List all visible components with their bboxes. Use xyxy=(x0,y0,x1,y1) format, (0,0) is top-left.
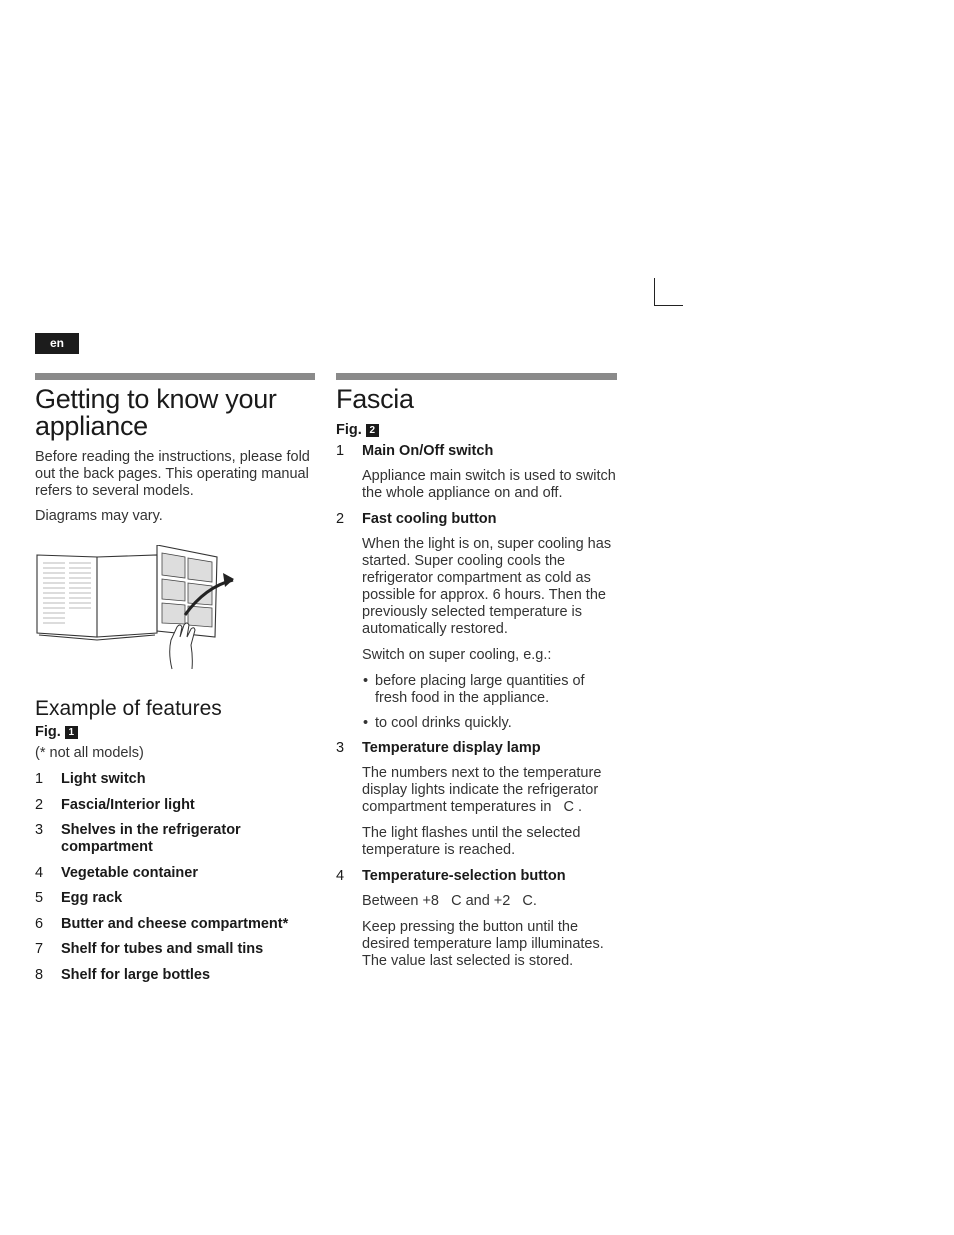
list-item: 4 Vegetable container xyxy=(35,864,198,881)
fascia-item-main-switch xyxy=(336,443,617,502)
intro-text: Before reading the instructions, please fold out the back pages. This operating manual refers to several models. xyxy=(35,449,310,499)
fascia-item-fast-cooling xyxy=(336,511,617,732)
section-rule xyxy=(35,373,315,380)
fascia-item-temperature-display xyxy=(336,740,617,859)
figure-number: 1 xyxy=(65,726,78,739)
item-heading: 2 Fast cooling button xyxy=(336,511,497,527)
list-item: 6 Butter and cheese compartment* xyxy=(35,915,289,932)
fold-out-pages-illustration xyxy=(35,545,235,670)
item-text: Appliance main switch is used to switch the whole appliance on and off. xyxy=(362,468,616,501)
item-heading: 1 Main On/Off switch xyxy=(336,443,494,459)
models-note: (* not all models) xyxy=(35,745,144,761)
features-list xyxy=(35,771,315,984)
features-heading: Example of features xyxy=(35,697,222,720)
item-text: Between +8 C and +2 C. xyxy=(362,893,537,909)
item-text: The light flashes until the selected temperature is reached. xyxy=(362,825,581,858)
left-column xyxy=(35,373,315,992)
fascia-item-temperature-selection xyxy=(336,868,617,970)
figure-ref: Fig. 2 xyxy=(336,422,617,439)
fascia-title: Fascia xyxy=(336,384,414,414)
list-item: 2 Fascia/Interior light xyxy=(35,796,195,813)
section-rule xyxy=(336,373,617,380)
item-heading: 4 Temperature-selection button xyxy=(336,868,566,884)
item-text: Switch on super cooling, e.g.: xyxy=(362,647,552,663)
language-tab: en xyxy=(35,333,79,354)
item-text: When the light is on, super cooling has started. Super cooling cools the refrigerator compartment as cold as possible for approx. 6 hours. Then the previously selected temperature is automatically restored. xyxy=(362,536,612,637)
list-item: 3 Shelves in the refrigerator compartment xyxy=(35,822,241,855)
crop-mark xyxy=(654,278,683,306)
bullet-item: • before placing large quantities of fresh food in the appliance. xyxy=(362,673,617,707)
right-column xyxy=(336,373,617,979)
figure-number: 2 xyxy=(366,424,379,437)
diagram-note: Diagrams may vary. xyxy=(35,508,163,524)
list-item: 5 Egg rack xyxy=(35,890,123,906)
figure-ref: Fig. 1 xyxy=(35,724,315,741)
item-text: The numbers next to the temperature display lights indicate the refrigerator compartment temperatures in C . xyxy=(362,765,602,815)
list-item: 7 Shelf for tubes and small tins xyxy=(35,941,264,957)
bullet-item: • to cool drinks quickly. xyxy=(362,715,617,732)
page-title: Getting to know your appliance xyxy=(35,384,277,441)
bullet-list xyxy=(362,673,617,732)
item-text: Keep pressing the button until the desired temperature lamp illuminates. The value last selected is stored. xyxy=(362,919,604,969)
list-item: 8 Shelf for large bottles xyxy=(35,966,211,983)
item-heading: 3 Temperature display lamp xyxy=(336,740,541,756)
list-item: 1 Light switch xyxy=(35,771,146,787)
